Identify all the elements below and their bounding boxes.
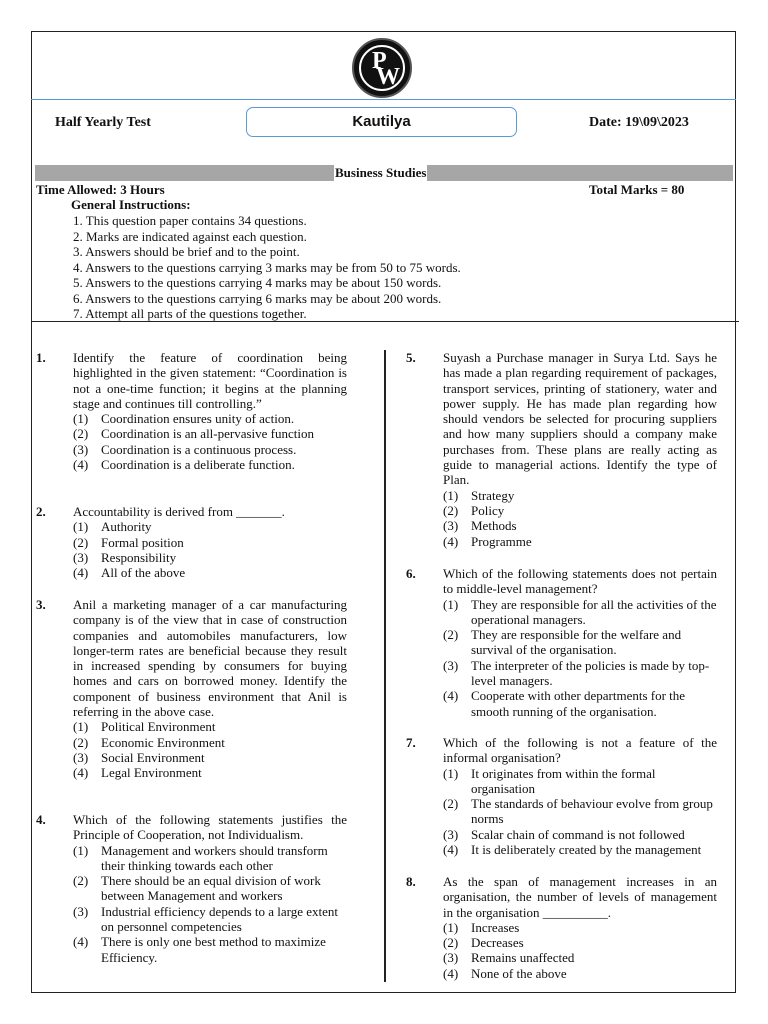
option-text: Methods	[471, 518, 517, 534]
question-text: Suyash a Purchase manager in Surya Ltd. Says he has made a plan regarding requirement of packages, transport services, printing of stationery, water and power supply. He has made plan regarding how should vendors be selected for procuring suppliers and how many suppliers should a company make purchases from. These plans are really acting as guide to managerial actions. Identify the type of Plan.	[443, 350, 717, 488]
question-text: Which of the following statements justifies the Principle of Cooperation, not Individualism.	[73, 812, 347, 843]
option-number: (4)	[443, 688, 459, 704]
option-text: It originates from within the formal organisation	[471, 765, 656, 796]
question-number: 4.	[36, 812, 46, 827]
option-text: Authority	[101, 519, 152, 535]
option	[443, 766, 717, 797]
option-text: Responsibility	[101, 549, 177, 565]
option	[443, 920, 717, 935]
subject-title: Business Studies	[335, 165, 427, 180]
option	[73, 411, 347, 426]
option-number: (4)	[73, 934, 89, 950]
option-text: It is deliberately created by the management	[471, 842, 702, 858]
question-8	[406, 874, 717, 981]
option-text: The standards of behaviour evolve from group norms	[471, 796, 713, 827]
instruction-item: 7. Attempt all parts of the questions together.	[73, 306, 307, 321]
option-text: Programme	[471, 533, 532, 549]
options-list	[73, 719, 347, 780]
question-5	[406, 350, 717, 549]
options-list	[443, 488, 717, 549]
option	[443, 935, 717, 950]
option	[73, 565, 347, 580]
option-number: (3)	[443, 657, 459, 673]
option	[443, 658, 717, 689]
instruction-item: 5. Answers to the questions carrying 4 marks may be about 150 words.	[73, 275, 442, 290]
option-number: (3)	[73, 441, 89, 457]
option-text: They are responsible for the welfare and survival of the organisation.	[471, 627, 682, 658]
question-number: 1.	[36, 350, 46, 365]
question-2	[36, 504, 347, 581]
option-text: Political Environment	[101, 719, 216, 735]
option-text: Management and workers should transform their thinking towards each other	[101, 842, 328, 873]
option	[443, 534, 717, 549]
options-list	[443, 766, 717, 858]
question-number: 2.	[36, 504, 46, 519]
option-text: Cooperate with other departments for the smooth running of the organisation.	[471, 688, 686, 719]
question-number: 5.	[406, 350, 416, 365]
option	[73, 457, 347, 472]
option-text: Industrial efficiency depends to a large extent on personnel competencies	[101, 903, 339, 935]
option	[73, 843, 347, 874]
option	[73, 735, 347, 750]
option-text: They are responsible for all the activities of the operational managers.	[471, 596, 717, 627]
question-text: As the span of management increases in an organisation, the number of levels of management in the organisation __________.	[443, 874, 717, 920]
option-number: (1)	[73, 411, 89, 427]
instruction-item: 3. Answers should be brief and to the point.	[73, 244, 300, 259]
option-text: Decreases	[471, 935, 524, 951]
question-text: Anil a marketing manager of a car manufacturing company is of the view that in case of construction companies and automobiles manufacturers, low longer-term rates are beneficial because they result in increased spending by consumers for buying homes and cars on borrowed money. Identify the component of business environment that Anil is referring in the above case.	[73, 597, 347, 720]
option-text: Strategy	[471, 487, 515, 503]
option	[73, 426, 347, 441]
column-divider	[384, 350, 386, 982]
option-number: (2)	[73, 873, 89, 889]
option-text: All of the above	[101, 565, 186, 581]
option-text: Coordination is a deliberate function.	[101, 457, 295, 473]
total-marks: Total Marks = 80	[589, 182, 685, 197]
options-list	[443, 597, 717, 719]
option	[73, 904, 347, 935]
time-allowed: Time Allowed: 3 Hours	[36, 182, 165, 197]
question-text: Which of the following statements does not pertain to middle-level management?	[443, 566, 717, 597]
option-number: (1)	[73, 719, 89, 735]
option-text: Increases	[471, 919, 520, 935]
option-text: The interpreter of the policies is made by top-level managers.	[471, 657, 710, 689]
option-text: There is only one best method to maximize Efficiency.	[101, 934, 326, 965]
option	[443, 950, 717, 965]
question-1	[36, 350, 347, 473]
option	[443, 503, 717, 518]
option	[73, 519, 347, 534]
option-text: Scalar chain of command is not followed	[471, 826, 685, 842]
option	[73, 873, 347, 904]
option-number: (1)	[443, 596, 459, 612]
option-number: (3)	[73, 549, 89, 565]
option-number: (4)	[443, 965, 459, 981]
option	[443, 796, 717, 827]
option-number: (2)	[443, 935, 459, 951]
question-number: 8.	[406, 874, 416, 889]
question-number: 3.	[36, 597, 46, 612]
options-list	[443, 920, 717, 981]
instruction-item: 6. Answers to the questions carrying 6 marks may be about 200 words.	[73, 290, 442, 306]
option-number: (3)	[443, 826, 459, 842]
option	[443, 842, 717, 857]
option-number: (1)	[443, 765, 459, 781]
option	[73, 750, 347, 765]
option-text: Economic Environment	[101, 734, 225, 750]
option	[73, 535, 347, 550]
option-number: (1)	[73, 842, 89, 858]
question-text: Identify the feature of coordination being highlighted in the given statement: “Coordination is not a one-time function; it begins at the planning stage and continues till controlling.”	[73, 350, 347, 411]
option-text: None of the above	[471, 965, 567, 981]
option-number: (3)	[73, 903, 89, 919]
test-name: Half Yearly Test	[55, 115, 151, 130]
instruction-item: 4. Answers to the questions carrying 3 marks may be from 50 to 75 words.	[73, 259, 461, 275]
options-list	[73, 843, 347, 965]
option-number: (2)	[73, 734, 89, 750]
option-text: Social Environment	[101, 749, 205, 765]
option-number: (2)	[443, 627, 459, 643]
option-number: (4)	[73, 457, 89, 473]
pw-logo: P W	[352, 38, 412, 98]
question-number: 7.	[406, 735, 416, 750]
options-list	[73, 411, 347, 472]
option-text: Policy	[471, 502, 505, 518]
option	[443, 627, 717, 658]
header-divider	[31, 99, 736, 100]
option-text: Legal Environment	[101, 765, 202, 781]
option-number: (4)	[73, 765, 89, 781]
option-text: Coordination ensures unity of action.	[101, 411, 295, 427]
option-number: (1)	[443, 487, 459, 503]
section-divider	[31, 321, 739, 322]
option	[73, 765, 347, 780]
option-number: (4)	[443, 533, 459, 549]
option	[73, 550, 347, 565]
option	[443, 597, 717, 628]
option	[443, 688, 717, 719]
instruction-item: 2. Marks are indicated against each question.	[73, 228, 307, 244]
question-3	[36, 597, 347, 781]
option-text: There should be an equal division of work between Management and workers	[101, 873, 321, 904]
question-7	[406, 735, 717, 858]
instructions-title: General Instructions:	[71, 197, 191, 212]
option-number: (4)	[73, 565, 89, 581]
option-number: (4)	[443, 842, 459, 858]
option	[73, 442, 347, 457]
options-list	[73, 519, 347, 580]
subject-bar	[35, 165, 733, 181]
option-number: (1)	[73, 519, 89, 535]
test-date: Date: 19\09\2023	[589, 115, 689, 130]
option-number: (3)	[73, 749, 89, 765]
option	[73, 719, 347, 734]
option	[443, 518, 717, 533]
question-text: Which of the following is not a feature of the informal organisation?	[443, 735, 717, 766]
option-number: (2)	[73, 534, 89, 550]
instruction-item: 1. This question paper contains 34 questions.	[73, 213, 307, 228]
instructions-list	[73, 213, 461, 322]
option-number: (2)	[73, 426, 89, 442]
option	[443, 827, 717, 842]
option-number: (3)	[443, 950, 459, 966]
option	[73, 934, 347, 965]
option-number: (1)	[443, 919, 459, 935]
option-text: Coordination is an all-pervasive function	[101, 426, 315, 442]
option-text: Formal position	[101, 534, 184, 550]
batch-name-box: Kautilya	[246, 107, 517, 137]
question-text: Accountability is derived from _______.	[73, 504, 285, 519]
option-text: Remains unaffected	[471, 950, 575, 966]
option-number: (2)	[443, 502, 459, 518]
option	[443, 966, 717, 981]
question-6	[406, 566, 717, 719]
question-number: 6.	[406, 566, 416, 581]
option	[443, 488, 717, 503]
option-text: Coordination is a continuous process.	[101, 441, 297, 457]
option-number: (2)	[443, 796, 459, 812]
question-4	[36, 812, 347, 965]
option-number: (3)	[443, 518, 459, 534]
